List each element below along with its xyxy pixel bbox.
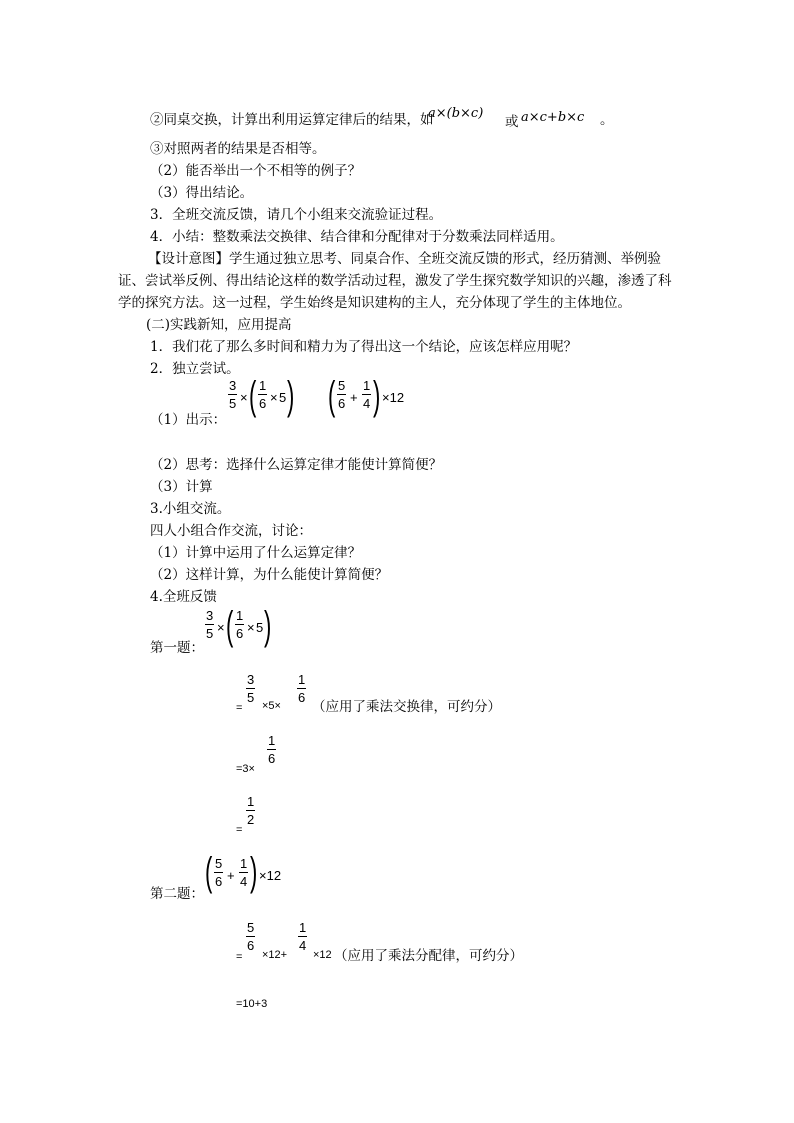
text-line-6: 4．小结：整数乘法交换律、结合律和分配律对于分数乘法同样适用。 xyxy=(150,229,564,245)
equals-sign: = xyxy=(236,951,243,963)
times-sign: × xyxy=(240,390,248,405)
fraction-1-6: 1 6 xyxy=(259,378,267,411)
fraction-5-6: 5 6 xyxy=(215,856,223,889)
text-s2-1: 1．我们花了那么多时间和精力为了得出这一个结论，应该怎样应用呢？ xyxy=(150,339,578,355)
question-2-label: 第二题： xyxy=(150,886,204,902)
section-heading-practice: (二)实践新知，应用提高 xyxy=(146,317,292,333)
plus-sign: + xyxy=(350,390,358,405)
left-paren: ( xyxy=(205,850,213,894)
text-s2-3: 3.小组交流。 xyxy=(150,501,231,517)
equals-3-times: =3× xyxy=(236,763,255,775)
fraction-1-4: 1 4 xyxy=(299,920,307,953)
times-5-times: ×5× xyxy=(262,700,281,712)
line-1-end: 。 xyxy=(600,112,614,128)
text-line-5: 3．全班交流反馈，请几个小组来交流验证过程。 xyxy=(150,207,443,223)
fraction-5-6: 5 6 xyxy=(338,378,346,411)
text-calc: （3）计算 xyxy=(150,479,213,495)
times-sign: × xyxy=(247,620,255,635)
left-paren: ( xyxy=(226,604,234,648)
fraction-1-6: 1 6 xyxy=(298,672,306,705)
text-think: （2）思考：选择什么运算定律才能使计算简便？ xyxy=(150,457,443,473)
text-s2-4: 4.全班反馈 xyxy=(150,589,217,605)
text-line-4: （3）得出结论。 xyxy=(150,185,254,201)
times-12: ×12 xyxy=(313,949,332,961)
plus-sign: + xyxy=(227,868,235,883)
text-line-2: ③对照两者的结果是否相等。 xyxy=(150,141,326,157)
left-paren: ( xyxy=(249,374,257,418)
expression-ac-plus-bc: a×c+b×c xyxy=(521,110,585,125)
left-paren: ( xyxy=(328,374,336,418)
number-5: 5 xyxy=(279,390,287,405)
number-5: 5 xyxy=(256,620,264,635)
fraction-5-6: 5 6 xyxy=(247,920,255,953)
equals-10-plus-3: =10+3 xyxy=(236,998,268,1010)
question-1-label: 第一题： xyxy=(150,640,204,656)
text-line-3: （2）能否举出一个不相等的例子？ xyxy=(150,163,362,179)
or-word: 或 xyxy=(505,114,519,130)
times-12: ×12 xyxy=(382,390,405,405)
times-sign: × xyxy=(270,390,278,405)
times-sign: × xyxy=(217,620,225,635)
right-paren: ) xyxy=(250,850,258,894)
text-q2: （2）这样计算，为什么能使计算简便？ xyxy=(150,567,389,583)
fraction-3-5: 3 5 xyxy=(206,608,214,641)
fraction-1-6: 1 6 xyxy=(236,608,244,641)
fraction-3-5: 3 5 xyxy=(247,672,255,705)
right-paren: ) xyxy=(264,604,272,648)
design-intent-paragraph: 【设计意图】学生通过独立思考、同桌合作、全班交流反馈的形式，经历猜测、举例验证、尝试举反例、得出结论这样的数学活动过程，激发了学生探究数学知识的兴趣，渗透了科学的探究方法。这一过程，学生始终是知识建构的主人，充分体现了学生的主体地位。 xyxy=(118,251,672,311)
text-group: 四人小组合作交流，讨论： xyxy=(150,523,312,539)
text-q1: （1）计算中运用了什么运算定律？ xyxy=(150,545,362,561)
step-note-distributive: （应用了乘法分配律，可约分） xyxy=(334,948,523,964)
line-1-text: ②同桌交换，计算出利用运算定律后的结果，如 xyxy=(150,112,434,128)
text-s2-2: 2．独立尝试。 xyxy=(150,361,240,377)
fraction-3-5: 3 5 xyxy=(229,378,237,411)
equals-sign: = xyxy=(236,824,243,836)
expression-a-times-bc: a×(b×c) xyxy=(428,106,484,121)
step-note-commutative: （应用了乘法交换律，可约分） xyxy=(312,699,501,715)
equals-sign: = xyxy=(236,702,243,714)
times-12: ×12 xyxy=(259,868,282,883)
right-paren: ) xyxy=(373,374,381,418)
text-show-label: （1）出示： xyxy=(150,412,227,428)
fraction-1-4: 1 4 xyxy=(363,378,371,411)
fraction-1-6: 1 6 xyxy=(268,733,276,766)
fraction-1-4: 1 4 xyxy=(240,856,248,889)
right-paren: ) xyxy=(287,374,295,418)
text-line-1 xyxy=(150,110,434,130)
fraction-1-2: 1 2 xyxy=(247,794,255,827)
times-12-plus: ×12+ xyxy=(262,949,288,961)
